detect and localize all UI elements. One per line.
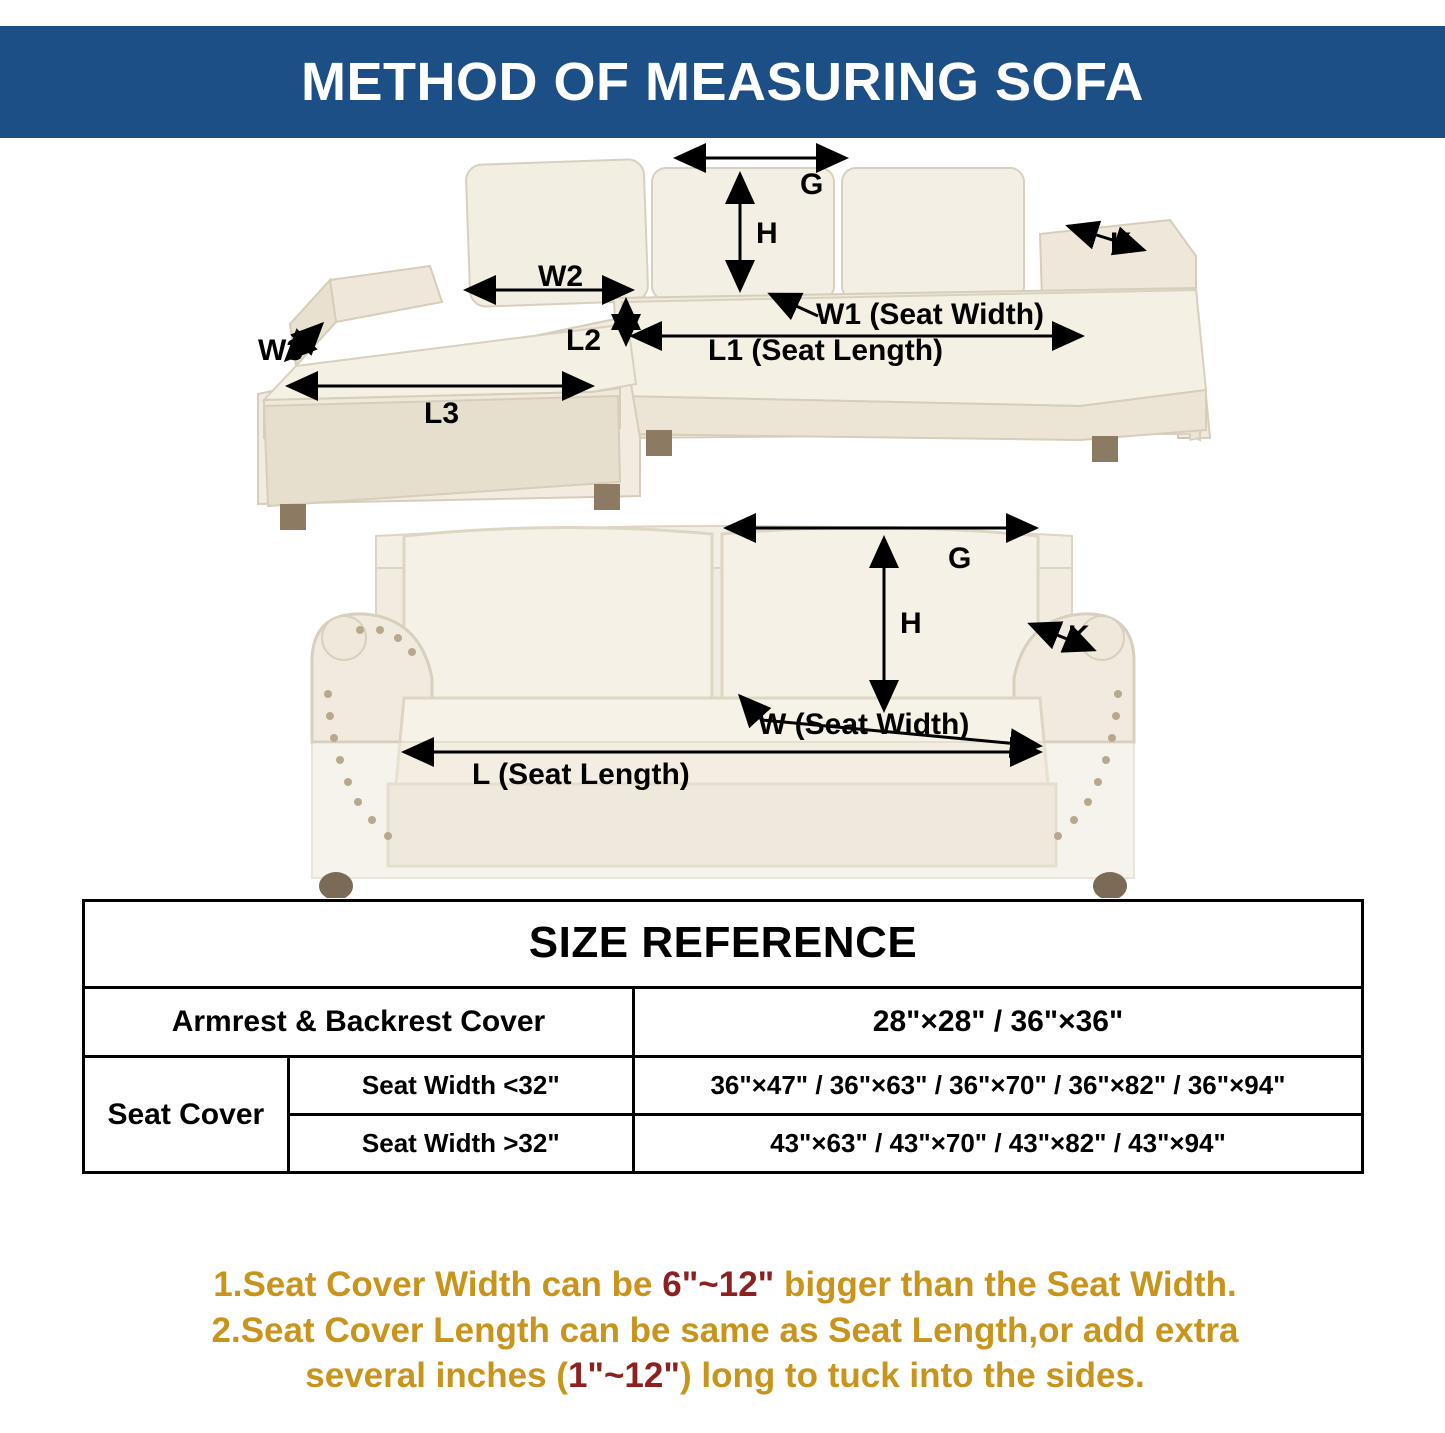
- armrest-backrest-label: Armrest & Backrest Cover: [84, 988, 634, 1057]
- label-h-sectional: H: [756, 217, 778, 250]
- label-l3: L3: [424, 397, 460, 430]
- size-reference-table: [82, 899, 1364, 1174]
- note-line-2b: [60, 1353, 1390, 1399]
- label-w-sofa: W (Seat Width): [758, 708, 970, 741]
- armrest-backrest-value: 28"×28" / 36"×36": [633, 988, 1362, 1057]
- label-k-sectional: K: [1110, 227, 1132, 260]
- seat-width-over-value: 43"×63" / 43"×70" / 43"×82" / 43"×94": [633, 1115, 1362, 1173]
- label-w2: W2: [538, 260, 583, 293]
- label-w3: W3: [258, 334, 303, 367]
- size-reference-table-wrapper: [82, 899, 1364, 1174]
- seat-width-over-label: Seat Width >32": [288, 1115, 633, 1173]
- sofa-measurement-diagram: [0, 138, 1445, 898]
- page-title: METHOD OF MEASURING SOFA: [300, 52, 1144, 112]
- header-banner: [0, 26, 1445, 138]
- note2-part-b: several inches (: [305, 1356, 568, 1395]
- label-w1: W1 (Seat Width): [816, 298, 1045, 331]
- label-h-sofa: H: [900, 607, 922, 640]
- seat-width-under-label: Seat Width <32": [288, 1057, 633, 1115]
- label-l1: L1 (Seat Length): [708, 334, 944, 367]
- notes-section: [60, 1262, 1390, 1399]
- seat-width-under-value: 36"×47" / 36"×63" / 36"×70" / 36"×82" / 36"×94": [633, 1057, 1362, 1115]
- note-line-1: [60, 1262, 1390, 1308]
- label-l-sofa: L (Seat Length): [472, 758, 690, 791]
- note1-part-b: bigger than the Seat Width.: [774, 1265, 1237, 1304]
- label-g-sectional: G: [800, 168, 824, 201]
- label-k-sofa: K: [1068, 620, 1090, 653]
- table-row-title: [84, 901, 1363, 988]
- table-row-armrest: [84, 988, 1363, 1057]
- standard-sofa-illustration: [312, 526, 1134, 898]
- note1-highlight: 6"~12": [662, 1265, 775, 1304]
- table-title: SIZE REFERENCE: [84, 901, 1363, 988]
- label-l2: L2: [566, 324, 602, 357]
- note2-part-c: ) long to tuck into the sides.: [679, 1356, 1145, 1395]
- label-g-sofa: G: [948, 542, 972, 575]
- note1-part-a: 1.Seat Cover Width can be: [213, 1265, 663, 1304]
- note-line-2a: [60, 1308, 1390, 1354]
- note2-highlight: 1"~12": [567, 1356, 680, 1395]
- table-row-seat-width-under: [84, 1057, 1363, 1115]
- seat-cover-label: Seat Cover: [84, 1057, 289, 1173]
- note2-part-a: 2.Seat Cover Length can be same as Seat Length,or add extra: [211, 1310, 1239, 1350]
